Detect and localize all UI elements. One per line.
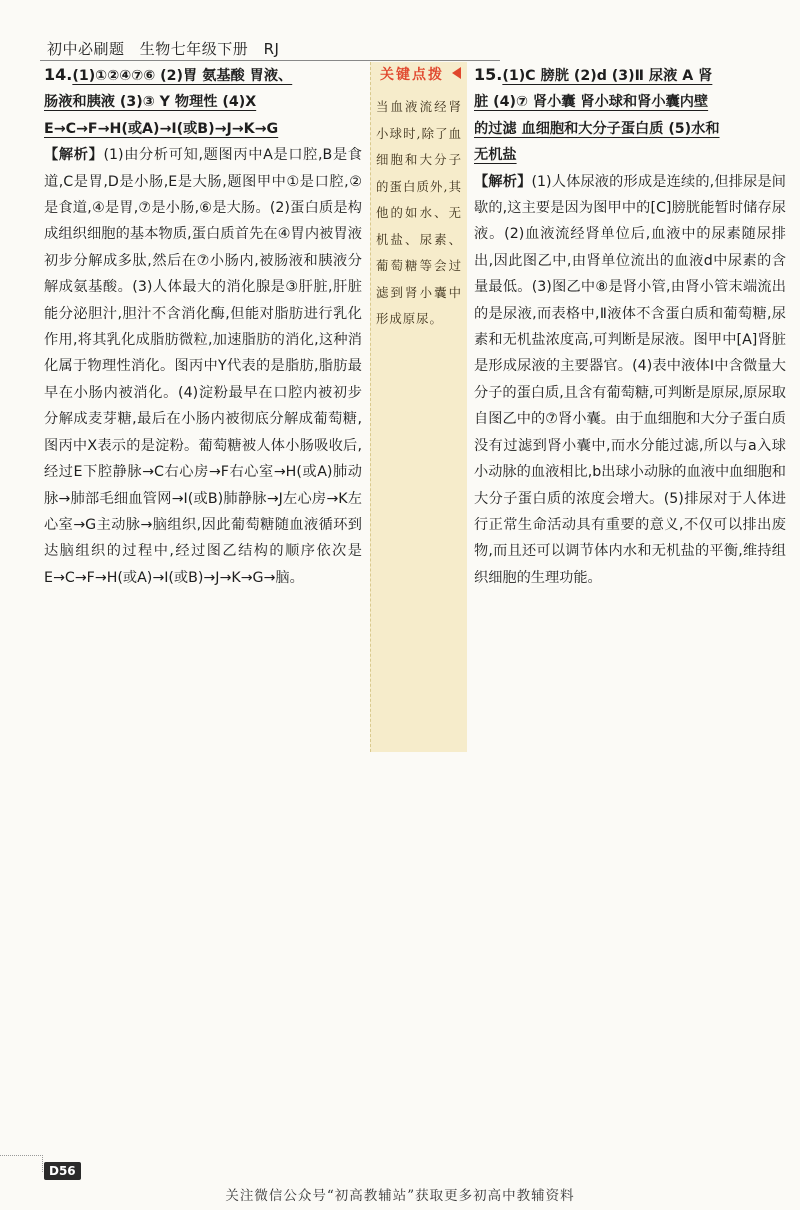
- answer-line: 脏 (4)⑦ 肾小囊 肾小球和肾小囊内壁: [474, 94, 709, 111]
- header-divider: [40, 60, 500, 61]
- answer-line: (1)C 膀胱 (2)d (3)Ⅱ 尿液 A 肾: [502, 68, 713, 84]
- key-tip-title: 关键点拨: [380, 67, 444, 83]
- answer-line: 肠液和胰液 (3)③ Y 物理性 (4)X: [44, 94, 257, 111]
- question-14: [44, 62, 362, 591]
- corner-decoration: [0, 1155, 43, 1172]
- answer-line: 无机盐: [474, 147, 517, 164]
- footer-note: 关注微信公众号“初高教辅站”获取更多初高中教辅资料: [225, 1188, 575, 1204]
- pointer-arrow-icon: [452, 67, 461, 79]
- analysis-label: 【解析】: [474, 173, 532, 190]
- question-15: [474, 62, 786, 591]
- answer-line: (1)①②④⑦⑥ (2)胃 氨基酸 胃液、: [72, 68, 293, 84]
- analysis-paragraph: [474, 169, 786, 592]
- running-header: [47, 38, 289, 59]
- question-number: 15.: [474, 65, 503, 84]
- question-number: 14.: [44, 65, 73, 84]
- edition-label: RJ: [263, 40, 280, 58]
- analysis-paragraph: [44, 142, 362, 591]
- analysis-text: (1)由分析可知,题图丙中A是口腔,B是食道,C是胃,D是小肠,E是大肠,题图甲中①是口腔,②是食道,④是胃,⑦是小肠,⑥是大肠。(2)蛋白质是构成组织细胞的基本物质,蛋白质首先在④胃内被胃液初步分解成多肽,然后在⑦小肠内,被肠液和胰液分解成氨基酸。(3)人体最大的消化腺是③肝脏,肝脏能分泌胆汁,胆汁不含消化酶,但能对脂肪进行乳化作用,将其乳化成脂肪微粒,加速脂肪的消化,这种消化属于物理性消化。图丙中Y代表的是脂肪,脂肪最早在小肠内被消化。(4)淀粉最早在口腔内被初步分解成麦芽糖,最后在小肠内被彻底分解成葡萄糖,图丙中X表示的是淀粉。葡萄糖被人体小肠吸收后,经过E下腔静脉→C右心房→F右心室→H(或A)肺动脉→肺部毛细血管网→I(或B)肺静脉→J左心房→K左心室→G主动脉→脑组织,因此葡萄糖随血液循环到达脑组织的过程中,经过图乙结构的顺序依次是E→C→F→H(或A)→I(或B)→J→K→G→脑。: [44, 147, 362, 586]
- series-title: 初中必刷题: [47, 40, 125, 58]
- analysis-text: (1)人体尿液的形成是连续的,但排尿是间歇的,这主要是因为图甲中的[C]膀胱能暂时储存尿液。(2)血液流经肾单位后,血液中的尿素随尿排出,因此图乙中,由肾单位流出的血液d中尿素的含量最低。(3)图乙中⑧是肾小管,由肾小管末端流出的是尿液,而表格中,Ⅱ液体不含蛋白质和葡萄糖,尿素和无机盐浓度高,可判断是尿液。图甲中[A]肾脏是形成尿液的主要器官。(4)表中液体Ⅰ中含微量大分子的蛋白质,且含有葡萄糖,可判断是原尿,原尿取自图乙中的⑦肾小囊。由于血细胞和大分子蛋白质没有过滤到肾小囊中,而水分能过滤,所以与a入球小动脉的血液相比,b出球小动脉的血液中血细胞和大分子蛋白质的浓度会增大。(5)排尿对于人体进行正常生命活动具有重要的意义,不仅可以排出废物,而且还可以调节体内水和无机盐的平衡,维持组织细胞的生理功能。: [474, 173, 786, 586]
- answer-line: 的过滤 血细胞和大分子蛋白质 (5)水和: [474, 120, 720, 137]
- key-tip-text: 当血液流经肾小球时,除了血细胞和大分子的蛋白质外,其他的如水、无机盐、尿素、葡萄糖等会过滤到肾小囊中形成原尿。: [376, 99, 462, 326]
- book-title: 生物七年级下册: [139, 40, 249, 58]
- answer-line: E→C→F→H(或A)→I(或B)→J→K→G: [44, 120, 279, 137]
- page-number: D56: [44, 1162, 81, 1180]
- analysis-label: 【解析】: [44, 147, 104, 164]
